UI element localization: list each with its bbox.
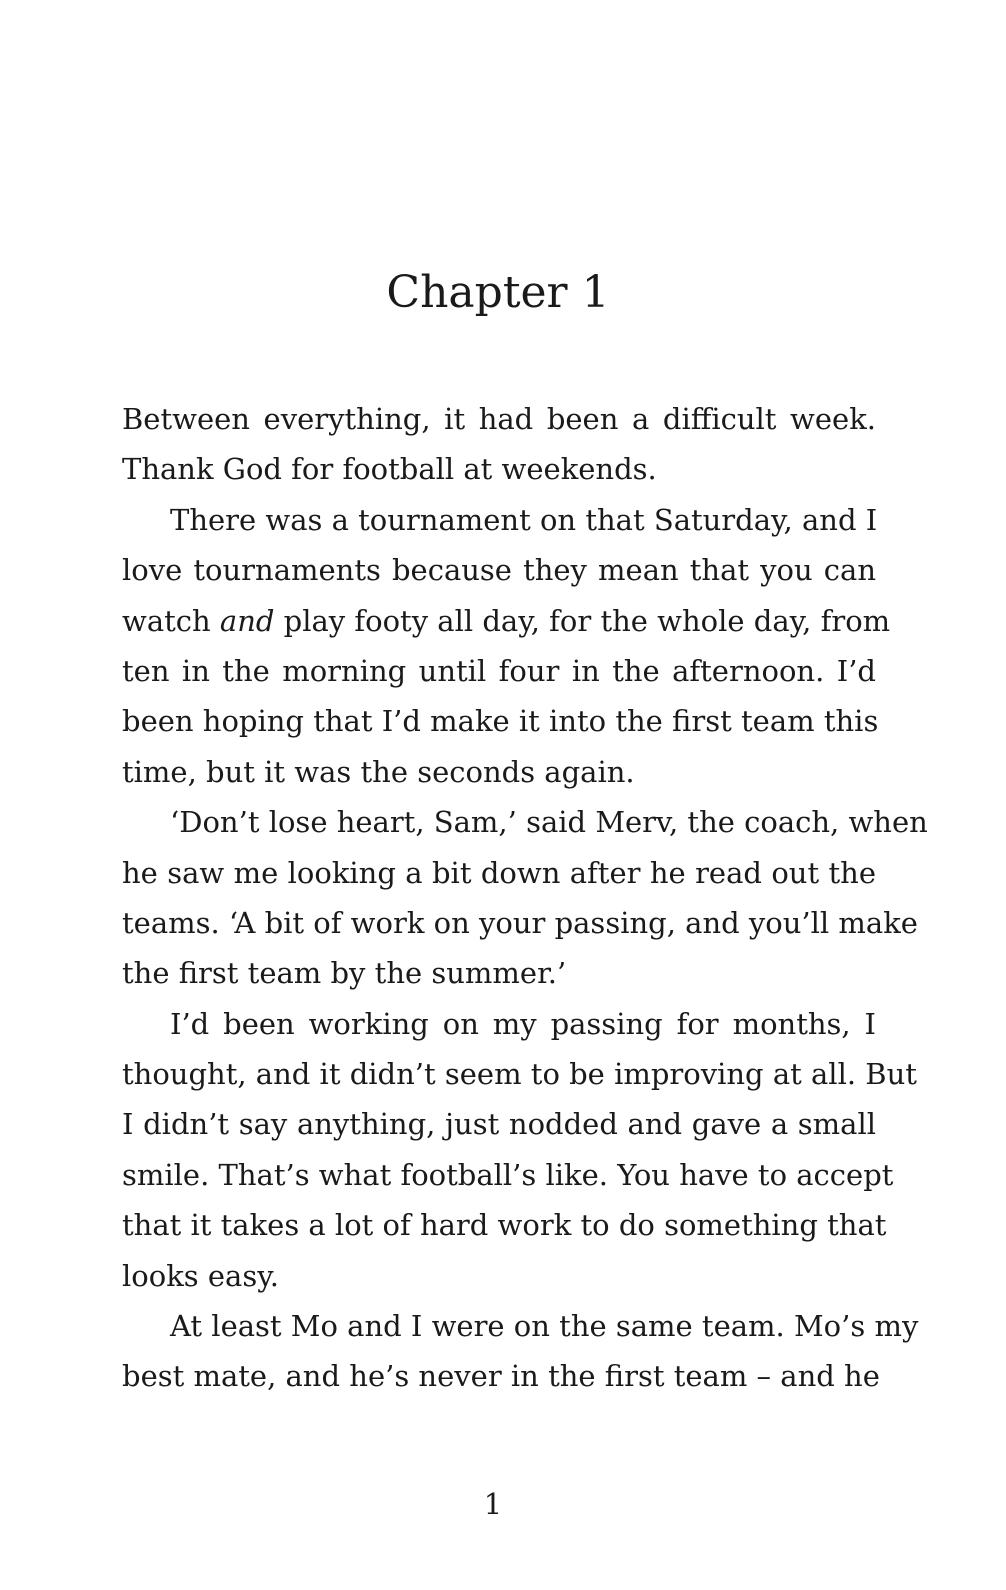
text-line: time, but it was the seconds again. (122, 754, 635, 789)
paragraph-3 (122, 797, 928, 999)
text-line: thought, and it didn’t seem to be improving at all. But (122, 1057, 917, 1092)
text-line: the first team by the summer.’ (122, 956, 567, 991)
text-line: teams. ‘A bit of work on your passing, and you’ll make (122, 905, 918, 940)
text-line: ‘Don’t lose heart, Sam,’ said Merv, the coach, when (170, 805, 928, 840)
text-line: best mate, and he’s never in the first team – and he (122, 1359, 880, 1394)
chapter-title: Chapter 1 (386, 267, 610, 319)
text-line: At least Mo and I were on the same team. Mo’s my (170, 1309, 919, 1344)
paragraph-5 (122, 1301, 919, 1402)
text-line: Between everything, it had been a difficult week. (122, 402, 876, 436)
text-line: that it takes a lot of hard work to do something that (122, 1208, 887, 1243)
text-line: looks easy. (122, 1258, 279, 1293)
paragraph-2 (122, 495, 891, 797)
paragraph-4 (122, 999, 917, 1301)
text-line: been hoping that I’d make it into the first team this (122, 704, 879, 739)
text-line: smile. That’s what football’s like. You have to accept (122, 1157, 894, 1192)
text-line: There was a tournament on that Saturday, and I (170, 502, 878, 537)
page-number: 1 (483, 1487, 503, 1521)
text-line: I’d been working on my passing for months, I (170, 1006, 876, 1041)
text-line: I didn’t say anything, just nodded and gave a small (122, 1107, 876, 1142)
text-line: ten in the morning until four in the afternoon. I’d (122, 653, 876, 688)
text-line: Thank God for football at weekends. (122, 452, 657, 487)
text-line: love tournaments because they mean that you can (122, 553, 876, 588)
text-line-with-italic: watch and play footy all day, for the whole day, from (122, 603, 891, 638)
paragraph-1 (122, 394, 876, 495)
text-line: he saw me looking a bit down after he read out the (122, 855, 876, 890)
italic-emphasis: and (219, 603, 275, 638)
body-text (122, 394, 928, 1402)
